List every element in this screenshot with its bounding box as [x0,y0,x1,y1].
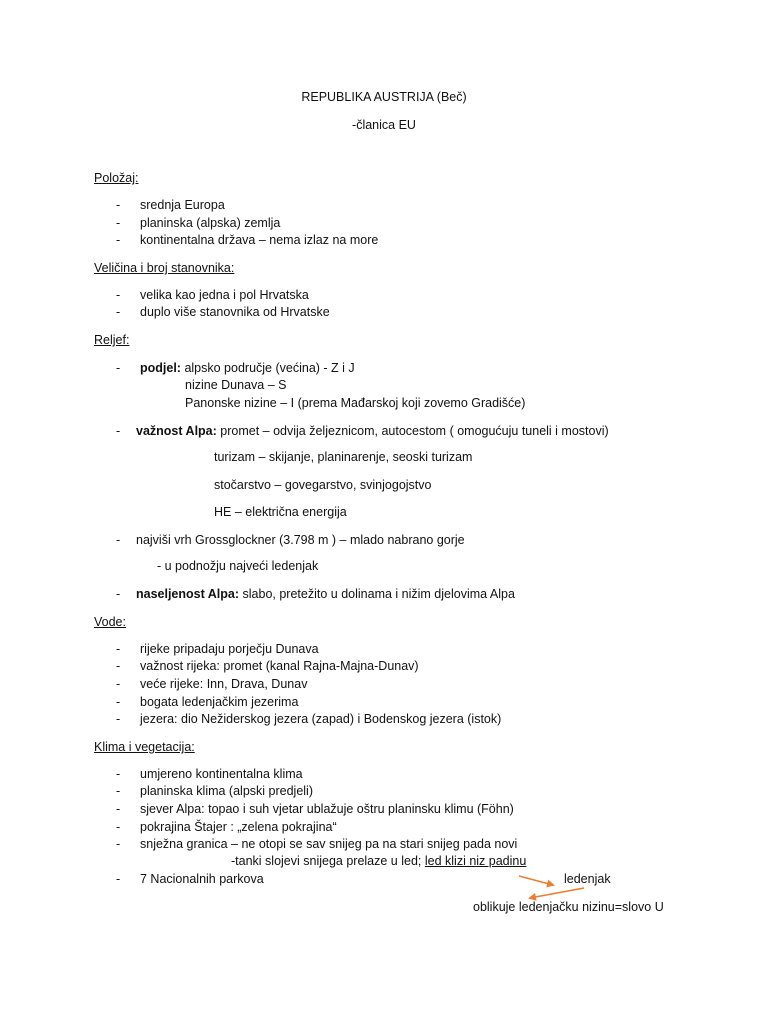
bullet-dash: - [116,288,121,302]
bullet-dash: - [116,587,121,601]
list-item: planinska (alpska) zemlja [140,216,281,230]
naseljenost-label: naseljenost Alpa: [136,587,240,601]
tanki-text: -tanki slojevi snijega prelaze u led; [231,854,425,868]
vaznost-label: važnost Alpa: [136,424,217,438]
bullet-dash: - [116,837,121,851]
podjel-text: alpsko područje (većina) - Z i J [184,361,355,375]
bullet-dash: - [116,820,121,834]
bullet-dash: - [116,533,121,547]
bullet-dash: - [116,784,121,798]
bullet-dash: - [116,712,121,726]
list-item: pokrajina Štajer : „zelena pokrajina“ [140,820,337,834]
bullet-dash: - [116,198,121,212]
bullet-dash: - [116,695,121,709]
bullet-dash: - [116,872,121,886]
list-item: 7 Nacionalnih parkova [140,872,264,886]
list-item: rijeke pripadaju porječju Dunava [140,642,319,656]
list-item: kontinentalna država – nema izlaz na more [140,233,379,247]
led-klizi-underlined: led klizi niz padinu [424,854,527,868]
list-item: umjereno kontinentalna klima [140,767,303,781]
list-item: planinska klima (alpski predjeli) [140,784,313,798]
section-heading-reljef: Reljef: [94,333,130,347]
list-item: jezera: dio Nežiderskog jezera (zapad) i Bodenskog jezera (istok) [140,712,502,726]
bullet-dash: - [116,233,121,247]
section-heading-polozaj: Položaj: [94,171,139,185]
document-subtitle: -članica EU [352,118,416,132]
oblikuje-label: oblikuje ledenjačku nizinu=slovo U [473,900,664,914]
list-item: duplo više stanovnika od Hrvatske [140,305,330,319]
ledenjak-label: ledenjak [564,872,611,886]
vaznost-line: HE – električna energija [214,505,347,519]
list-item: srednja Europa [140,198,225,212]
arrow-to-nizina-icon [530,888,584,898]
podjel-label: podjel: [140,361,181,375]
list-item: snježna granica – ne otopi se sav snijeg pa na stari snijeg pada novi [140,837,518,851]
bullet-dash: - [116,216,121,230]
list-item: veće rijeke: Inn, Drava, Dunav [140,677,308,691]
arrow-to-ledenjak-icon [519,876,553,885]
podjel-line: nizine Dunava – S [185,378,287,392]
list-item: - u podnožju najveći ledenjak [157,559,319,573]
list-item: važnost rijeka: promet (kanal Rajna-Majna-Dunav) [140,659,419,673]
section-heading-vode: Vode: [94,615,126,629]
vaznost-text: promet – odvija željeznicom, autocestom ( omogućuju tuneli i mostovi) [220,424,609,438]
bullet-dash: - [116,802,121,816]
bullet-dash: - [116,424,121,438]
bullet-dash: - [116,361,121,375]
list-item: najviši vrh Grossglockner (3.798 m ) – mlado nabrano gorje [136,533,465,547]
bullet-dash: - [116,677,121,691]
vaznost-line: stočarstvo – govegarstvo, svinjogojstvo [214,478,432,492]
section-heading-velicina: Veličina i broj stanovnika: [94,261,235,275]
bullet-dash: - [116,767,121,781]
bullet-dash: - [116,659,121,673]
bullet-dash: - [116,305,121,319]
section-heading-klima: Klima i vegetacija: [94,740,195,754]
podjel-line: Panonske nizine – I (prema Mađarskoj koji zovemo Gradišće) [185,396,526,410]
bullet-dash: - [116,642,121,656]
list-item: bogata ledenjačkim jezerima [140,695,299,709]
vaznost-line: turizam – skijanje, planinarenje, seoski turizam [214,450,473,464]
list-item: velika kao jedna i pol Hrvatska [140,288,309,302]
naseljenost-text: slabo, pretežito u dolinama i nižim djelovima Alpa [242,587,515,601]
document-title: REPUBLIKA AUSTRIJA (Beč) [301,90,467,104]
list-item: sjever Alpa: topao i suh vjetar ublažuje oštru planinsku klimu (Föhn) [140,802,514,816]
